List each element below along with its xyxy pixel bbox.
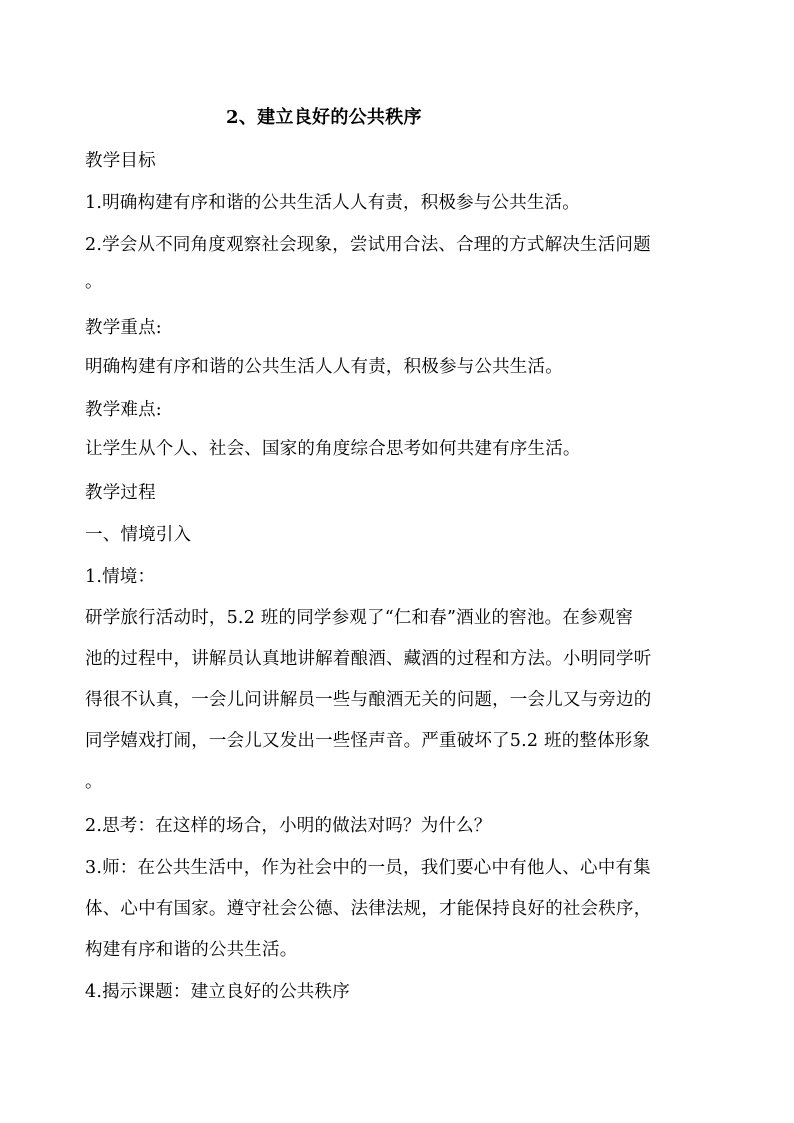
goal-item-2-continuation: 。 [85,272,103,292]
key-point-text: 明确构建有序和谐的公共生活人人有责，积极参与公共生活。 [85,357,563,377]
key-point-heading: 教学重点: [85,318,162,338]
goal-item-1: 1.明确构建有序和谐的公共生活人人有责，积极参与公共生活。 [85,193,580,213]
scene-paragraph-line-4: 同学嬉戏打闹，一会儿又发出一些怪声音。严重破坏了5.2 班的整体形象 [85,731,651,751]
process-item-1: 1.情境： [85,567,156,587]
scene-paragraph-line-1: 研学旅行活动时，5.2 班的同学参观了“仁和春”酒业的窖池。在参观窖 [85,608,634,628]
section-heading-1: 一、情境引入 [85,525,192,545]
process-heading: 教学过程 [85,483,156,503]
scene-paragraph-line-3: 得很不认真，一会儿问讲解员一些与酿酒无关的问题，一会儿又与旁边的 [85,690,652,710]
process-item-3-line-2: 体、心中有国家。遵守社会公德、法律法规，才能保持良好的社会秩序， [85,899,652,919]
goal-item-2: 2.学会从不同角度观察社会现象，尝试用合法、合理的方式解决生活问题 [85,235,651,255]
difficulty-text: 让学生从个人、社会、国家的角度综合思考如何共建有序生活。 [85,439,581,459]
process-item-3-line-3: 构建有序和谐的公共生活。 [85,940,298,960]
process-item-3-line-1: 3.师：在公共生活中，作为社会中的一员，我们要心中有他人、心中有集 [85,858,651,878]
scene-paragraph-line-2: 池的过程中，讲解员认真地讲解着酿酒、藏酒的过程和方法。小明同学听 [85,649,652,669]
process-item-4: 4.揭示课题：建立良好的公共秩序 [85,982,350,1002]
difficulty-heading: 教学难点: [85,400,162,420]
scene-paragraph-line-5: 。 [85,772,103,792]
process-item-2: 2.思考：在这样的场合，小明的做法对吗？为什么？ [85,816,492,836]
goals-heading: 教学目标 [85,151,156,171]
document-title: 2、建立良好的公共秩序 [226,107,422,128]
